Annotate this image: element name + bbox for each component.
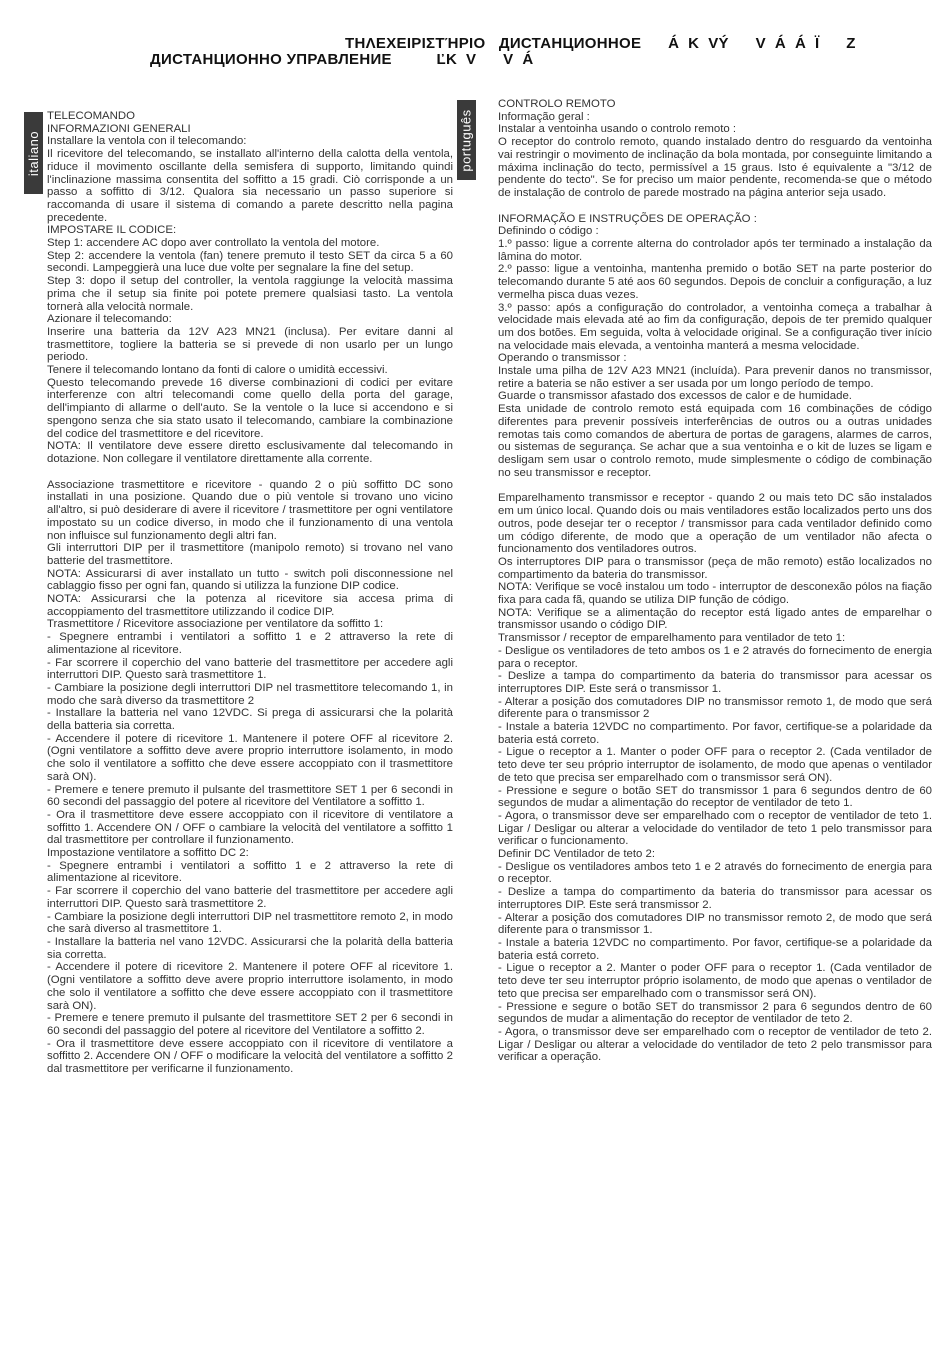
header-title-line-2: ДИСТАНЦИОННО УПРАВЛЕНИЕ ĽK V V Á [150, 51, 534, 68]
paragraph: Informação geral : [498, 110, 590, 123]
paragraph: Step 1: accendere AC dopo aver controllato la ventola del motore. [47, 237, 380, 250]
paragraph: Step 2: accendere la ventola (fan) tenere premuto il testo SET da circa 5 a 60 secondi. Lampeggierà una luce due volte per segnalare la fine del setup. [47, 249, 453, 275]
paragraph: - Deslize a tampa do compartimento da bateria do transmissor para acessar os interruptores DIP. Este será transmissor 2. [498, 886, 932, 911]
paragraph: - Installare la batteria nel vano 12VDC. Si prega di assicurarsi che la polarità della batteria sia corretta. [47, 707, 453, 733]
language-tab-label: português [459, 108, 475, 172]
paragraph: - Accendere il potere di ricevitore 1. Mantenere il potere OFF al ricevitore 2. (Ogni ventilatore a soffitto deve avere proprio interruttore isolamento, in modo che solo il ventilatore a soffitto che deve essere accoppiato con il trasmettitore sarà ON). [47, 732, 453, 783]
paragraph: Esta unidade de controlo remoto está equipada com 16 combinações de código diferentes para prevenir possíveis interferências de outros ou a outras unidades remotas tais como comandos de abertura de portas de garagens, alarmes de carros, ou sistemas de segurança. Se achar que a sua ventoinha e o kit de luzes se ligam e desligam sem usar o controlo remoto, mude simplesmente o código de combinação no seu transmissor e receptor. [498, 403, 932, 479]
paragraph: - Ligue o receptor a 1. Manter o poder OFF para o receptor 2. (Cada ventilador de teto deve ter seu próprio interruptor de isolamento, de modo que apenas o ventilador de teto que precisa ser emparelhado com o transmissor será ON). [498, 746, 932, 784]
paragraph: Guarde o transmissor afastado dos excessos de calor e de humidade. [498, 390, 852, 403]
paragraph: Instale uma pilha de 12V A23 MN21 (incluída). Para prevenir danos no transmissor, retire a bateria se não estiver a ser usada por um longo período de tempo. [498, 365, 932, 390]
paragraph: - Alterar a posição dos comutadores DIP no transmissor remoto 2, de modo que será diferente para o transmissor 1. [498, 911, 932, 937]
paragraph: - Alterar a posição dos comutadores DIP no transmissor remoto 1, de modo que será diferente para o transmissor 2 [498, 695, 932, 721]
paragraph: Step 3: dopo il setup del controller, la ventola raggiunge la velocità massima prima che il setup sia finite poi potete premere qualsiasi tasto. La ventola tornerà alla velocità normale. [47, 275, 453, 313]
paragraph: - Installare la batteria nel vano 12VDC. Assicurarsi che la polarità della batteria sia corretta. [47, 936, 453, 961]
paragraph: Questo telecomando prevede 16 diverse combinazioni di codici per evitare interferenze con altri telecomandi come quello della porta del garage, dell'impianto di allarme o dell'auto. Se la ventole o la luce si accendono e si spengono senza che sia stato usato il telecomando, cambiare la combinazione del codice del trasmettitore e del ricevitore. [47, 376, 453, 440]
paragraph: - Instale a bateria 12VDC no compartimento. Por favor, certifique-se a polaridade da bateria está correto. [498, 937, 932, 962]
paragraph: Azionare il telecomando: [47, 313, 172, 326]
paragraph: - Desligue os ventiladores ambos teto 1 e 2 através do fornecimento de energia para o receptor. [498, 860, 932, 886]
paragraph: - Desligue os ventiladores de teto ambos os 1 e 2 através do fornecimento de energia para o receptor. [498, 644, 932, 670]
paragraph: INFORMAÇÃO E INSTRUÇÕES DE OPERAÇÃO : [498, 212, 757, 225]
paragraph: 2.º passo: ligue a ventoinha, mantenha premido o botão SET na parte posterior do telecomando durante 5 até aos 60 segundos. Depois de concluir a configuração, a luz vermelha pisca duas vezes. [498, 263, 932, 301]
paragraph: Impostazione ventilatore a soffitto DC 2: [47, 847, 249, 860]
paragraph: - Cambiare la posizione degli interruttori DIP nel trasmettitore remoto 2, in modo che sarà diverso al trasmettitore 1. [47, 910, 453, 936]
paragraph: Gli interruttori DIP per il trasmettitore (manipolo remoto) si trovano nel vano batterie del trasmettitore. [47, 542, 453, 567]
paragraph: Definindo o código : [498, 225, 599, 238]
paragraph: CONTROLO REMOTO [498, 98, 616, 110]
paragraph: - Deslize a tampa do compartimento da bateria do transmissor para acessar os interruptores DIP. Este será o transmissor 1. [498, 670, 932, 695]
paragraph: - Premere e tenere premuto il pulsante del trasmettitore SET 2 per 6 secondi in 60 secondi del passaggio del potere al ricevitore del Ventilatore a soffitto 2. [47, 1012, 453, 1037]
language-tab-italiano [24, 112, 43, 194]
paragraph: NOTA: Assicurarsi che la potenza al ricevitore sia accesa prima di accoppiamento del trasmettitore utilizzando il codice DIP. [47, 593, 453, 618]
language-tab-portugues [457, 100, 476, 180]
paragraph: - Instale a bateria 12VDC no compartimento. Por favor, certifique-se a polaridade da bateria está correto. [498, 721, 932, 746]
paragraph: Tenere il telecomando lontano da fonti di calore o umidità eccessivi. [47, 364, 388, 377]
paragraph: O receptor do controlo remoto, quando instalado dentro do resguardo da ventoinha vai restringir o movimento de inclinação da bola montada, por conseguinte limitando a máxima inclinação do tecto, permissível a 15 graus. Isto é equivalente a "3/12 de pendente do tecto". Se for preciso um maior pendente, recomenda-se que o método de instalação de controlo de parede mostrado na página anterior seja usado. [498, 136, 932, 199]
paragraph: Definir DC Ventilador de teto 2: [498, 848, 656, 861]
paragraph: NOTA: Verifique se a alimentação do receptor está ligado antes de emparelhar o transmissor usando o código DIP. [498, 606, 932, 632]
paragraph: Emparelhamento transmissor e receptor - quando 2 ou mais teto DC são instalados em um único local. Quando dois ou mais ventiladores estão localizados perto uns dos outros, pode desejar ter o receptor / transmissor para cada ventilador definido como um código diferente, de modo que a operação de um ventilador não afecta o funcionamento dos ventiladores outros. [498, 492, 932, 556]
paragraph: 1.º passo: ligue a corrente alterna do controlador após ter terminado a instalação da lâmina do motor. [498, 238, 932, 263]
paragraph: NOTA: Verifique se você instalou um todo - interruptor de desconexão pólos na fiação fixa para cada fã, quando se utiliza DIP função de código. [498, 581, 932, 607]
paragraph: 3.º passo: após a configuração do controlador, a ventoinha começa a trabalhar à velocidade mais elevada até ao fim da configuração, depois de ter premido qualquer um dos botões. Em seguida, volta à velocidade original. Se a configuração tiver início na velocidade mais elevada, a ventoinha manterá a mesma velocidade. [498, 301, 932, 352]
paragraph: Installare la ventola con il telecomando: [47, 135, 247, 148]
paragraph: INFORMAZIONI GENERALI [47, 122, 191, 135]
portuguese-column [498, 98, 932, 1064]
paragraph: - Accendere il potere di ricevitore 2. Mantenere il potere OFF al ricevitore 1. (Ogni ventilatore a soffitto deve avere proprio interruttore isolamento, in modo che solo il ventilatore a soffitto che deve essere accoppiato con il trasmettitore sarà ON). [47, 961, 453, 1012]
paragraph: - Premere e tenere premuto il pulsante del trasmettitore SET 1 per 6 secondi in 60 secondi del passaggio del potere al ricevitore del Ventilatore a soffitto 1. [47, 783, 453, 809]
language-tab-label: italiano [26, 130, 42, 176]
paragraph: Trasmettitore / Ricevitore associazione per ventilatore da soffitto 1: [47, 618, 384, 631]
paragraph: - Cambiare la posizione degli interruttori DIP nel trasmettitore telecomando 1, in modo che sarà diverso da trasmettitore 2 [47, 681, 453, 707]
paragraph: - Spegnere entrambi i ventilatori a soffitto 1 e 2 attraverso la rete di alimentazione al ricevitore. [47, 631, 453, 656]
paragraph: Transmissor / receptor de emparelhamento para ventilador de teto 1: [498, 632, 846, 645]
paragraph: Instalar a ventoinha usando o controlo remoto : [498, 123, 737, 136]
paragraph: - Pressione e segure o botão SET do transmissor 1 para 6 segundos dentro de 60 segundos de mudar a alimentação do receptor de ventilador de teto 1. [498, 784, 932, 810]
paragraph: IMPOSTARE IL CODICE: [47, 224, 177, 237]
paragraph: - Ora il trasmettitore deve essere accoppiato con il ricevitore di ventilatore a soffitto 1. Accendere ON / OFF o cambiare la velocità del ventilatore a soffitto 1 dal trasmettitore per controllare il funzionamento. [47, 808, 453, 847]
paragraph: TELECOMANDO [47, 110, 135, 122]
paragraph: - Spegnere entrambi i ventilatori a soffitto 1 e 2 attraverso la rete di alimentazione al ricevitore. [47, 859, 453, 885]
paragraph: - Ligue o receptor a 2. Manter o poder OFF para o receptor 1. (Cada ventilador de teto deve ter seu interruptor próprio isolamento, de modo que apenas o ventilador de teto que precisa ser emparelhado com o transmissor será ON). [498, 962, 932, 1000]
paragraph: - Ora il trasmettitore deve essere accoppiato con il ricevitore di ventilatore a soffitto 2. Accendere ON / OFF o modificare la velocità del ventilatore a soffitto 2 dal trasmettitore per verificarne il funzionamento. [47, 1037, 453, 1076]
paragraph: Operando o transmissor : [498, 352, 627, 365]
paragraph: - Agora, o transmissor deve ser emparelhado com o receptor de ventilador de teto 2. Ligar / Desligar ou alterar a velocidade do ventilador de teto 2 pelo transmissor para verificar a operação. [498, 1025, 932, 1064]
header-title-line-1: ΤΗΛΕΧΕΙΡΙΣΤΉΡΙΟ ДИСТАНЦИОННОЕ Á K VÝ V Á Á Ï Z [345, 35, 856, 52]
paragraph: Os interruptores DIP para o transmissor (peça de mão remoto) estão localizados no compartimento da bateria do transmissor. [498, 555, 932, 581]
paragraph: Inserire una batteria da 12V A23 MN21 (inclusa). Per evitare danni al trasmettitore, togliere la batteria se si prevede di non usarlo per un lungo periodo. [47, 325, 453, 364]
paragraph: Il ricevitore del telecomando, se installato all'interno della calotta della ventola, riduce il movimento oscillante della semisfera di supporto, limitando quindi l'inclinazione massima consentita del soffitto a 15 gradi. Ciò corrisponde a un passo a soffitto di 3/12. Qualora sia necessario un passo superiore si raccomanda di usare il sistema di comando a parete descritto nella pagina precedente. [47, 148, 453, 224]
paragraph: NOTA: Il ventilatore deve essere diretto esclusivamente dal telecomando in dotazione. Non collegare il ventilatore direttamente alla corrente. [47, 440, 453, 465]
paragraph: - Pressione e segure o botão SET do transmissor 2 para 6 segundos dentro de 60 segundos de mudar a alimentação do receptor de ventilador de teto 2. [498, 1000, 932, 1026]
paragraph: - Agora, o transmissor deve ser emparelhado com o receptor de ventilador de teto 1. Ligar / Desligar ou alterar a velocidade do ventilador de teto 1 pelo transmissor para verificar o funcionamento. [498, 809, 932, 848]
paragraph: NOTA: Assicurarsi di aver installato un tutto - switch poli disconnessione nel cablaggio fisso per ogni fan, quando si utilizza la funzione DIP codice. [47, 567, 453, 593]
paragraph: Associazione trasmettitore e ricevitore - quando 2 o più soffitto DC sono installati in una posizione. Quando due o più ventole si trovano uno vicino all'altro, si può desiderare di avere il ricevitore / trasmettitore per ogni ventilatore impostato su un codice diverso, in modo che il funzionamento di una ventola non influisce sul funzionamento degli altri fan. [47, 478, 453, 542]
italian-column [47, 110, 453, 1076]
paragraph: - Far scorrere il coperchio del vano batterie del trasmettitore per accedere agli interruttori DIP. Questo sarà trasmettitore 2. [47, 885, 453, 910]
paragraph: - Far scorrere il coperchio del vano batterie del trasmettitore per accedere agli interruttori DIP. Questo sarà trasmettitore 1. [47, 656, 453, 682]
